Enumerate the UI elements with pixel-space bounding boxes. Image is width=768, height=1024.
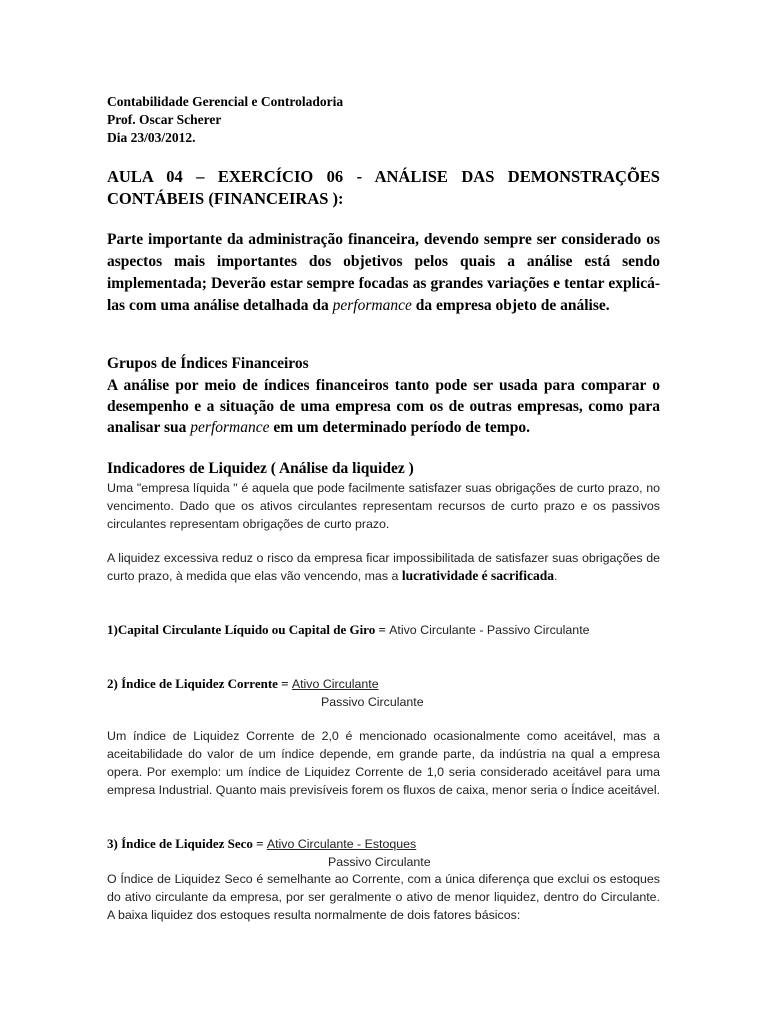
formula-liquidez-corrente (107, 675, 379, 693)
formula-liquidez-seco (107, 835, 416, 853)
formula-1-expression: Ativo Circulante - Passivo Circulante (389, 623, 590, 637)
liquidez-paragraph-1: Uma "empresa líquida " é aquela que pode facilmente satisfazer suas obrigações de curto prazo, no vencimento. Dado que os ativos circulantes representam recursos de curto prazo e os passivos circulantes representam obrigações de curto prazo. (107, 481, 660, 531)
formula-1-label: 1)Capital Circulante Líquido ou Capital de Giro = (107, 622, 390, 637)
section-heading-grupos: Grupos de Índices Financeiros (107, 355, 309, 372)
section-heading-liquidez: Indicadores de Liquidez ( Análise da liquidez ) (107, 460, 414, 477)
intro-text: Parte importante da administração financeira, devendo sempre ser considerado os aspectos mais importantes dos objetivos pelos quais a análise está sendo implementada; Deverão estar sempre focadas as grandes variações e tentar explicá-las com uma análise detalhada da (107, 231, 660, 314)
grupos-italic: performance (190, 419, 270, 436)
liquidez-p2-bold: lucratividade é sacrificada (401, 568, 555, 583)
formula-3-numerator: Ativo Circulante - Estoques (266, 837, 417, 851)
intro-paragraph (107, 229, 660, 317)
formula-3-label: 3) Índice de Liquidez Seco = (107, 836, 267, 851)
formula-2-denominator: Passivo Circulante (321, 695, 424, 709)
formula-capital-giro (107, 621, 590, 639)
formula-3-denominator: Passivo Circulante (328, 855, 431, 869)
liquidez-p2-end: . (554, 569, 558, 583)
liquidez-paragraph-3: Um índice de Liquidez Corrente de 2,0 é mencionado ocasionalmente como aceitável, mas a aceitabilidade do valor de um índice depende, em grande parte, da indústria na qual a empresa opera. Por exemplo: um índice de Liquidez Corrente de 1,0 seria considerado aceitável para uma empresa Industrial. Quanto mais previsíveis forem os fluxos de caixa, menor seria o Índice aceitável. (107, 729, 661, 797)
professor-name: Prof. Oscar Scherer (107, 112, 222, 127)
grupos-paragraph (107, 375, 660, 438)
liquidez-p2-text: A liquidez excessiva reduz o risco da empresa ficar impossibilitada de satisfazer suas obrigações de curto prazo, à medida que elas vão vencendo, mas a (107, 551, 660, 583)
grupos-text: A análise por meio de índices financeiros tanto pode ser usada para comparar o desempenho e a situação de uma empresa com os de outras empresas, como para analisar sua (107, 377, 660, 436)
liquidez-paragraph-2 (107, 549, 660, 585)
intro-text-end: da empresa objeto de análise. (411, 297, 610, 314)
intro-italic: performance (332, 297, 412, 314)
document-header (107, 93, 343, 147)
formula-2-label: 2) Índice de Liquidez Corrente = (107, 676, 292, 691)
liquidez-paragraph-4: O Índice de Liquidez Seco é semelhante ao Corrente, com a única diferença que exclui os estoques do ativo circulante da empresa, por ser geralmente o ativo de menor liquidez, dentro do Circulante. A baixa liquidez dos estoques resulta normalmente de dois fatores básicos: (107, 872, 660, 922)
grupos-text-end: em um determinado período de tempo. (269, 419, 530, 436)
page-title: AULA 04 – EXERCÍCIO 06 - ANÁLISE DAS DEMONSTRAÇÕES CONTÁBEIS (FINANCEIRAS ): (107, 167, 660, 208)
class-date: Dia 23/03/2012. (107, 130, 196, 145)
course-name: Contabilidade Gerencial e Controladoria (107, 94, 344, 109)
formula-2-numerator: Ativo Circulante (291, 677, 379, 691)
